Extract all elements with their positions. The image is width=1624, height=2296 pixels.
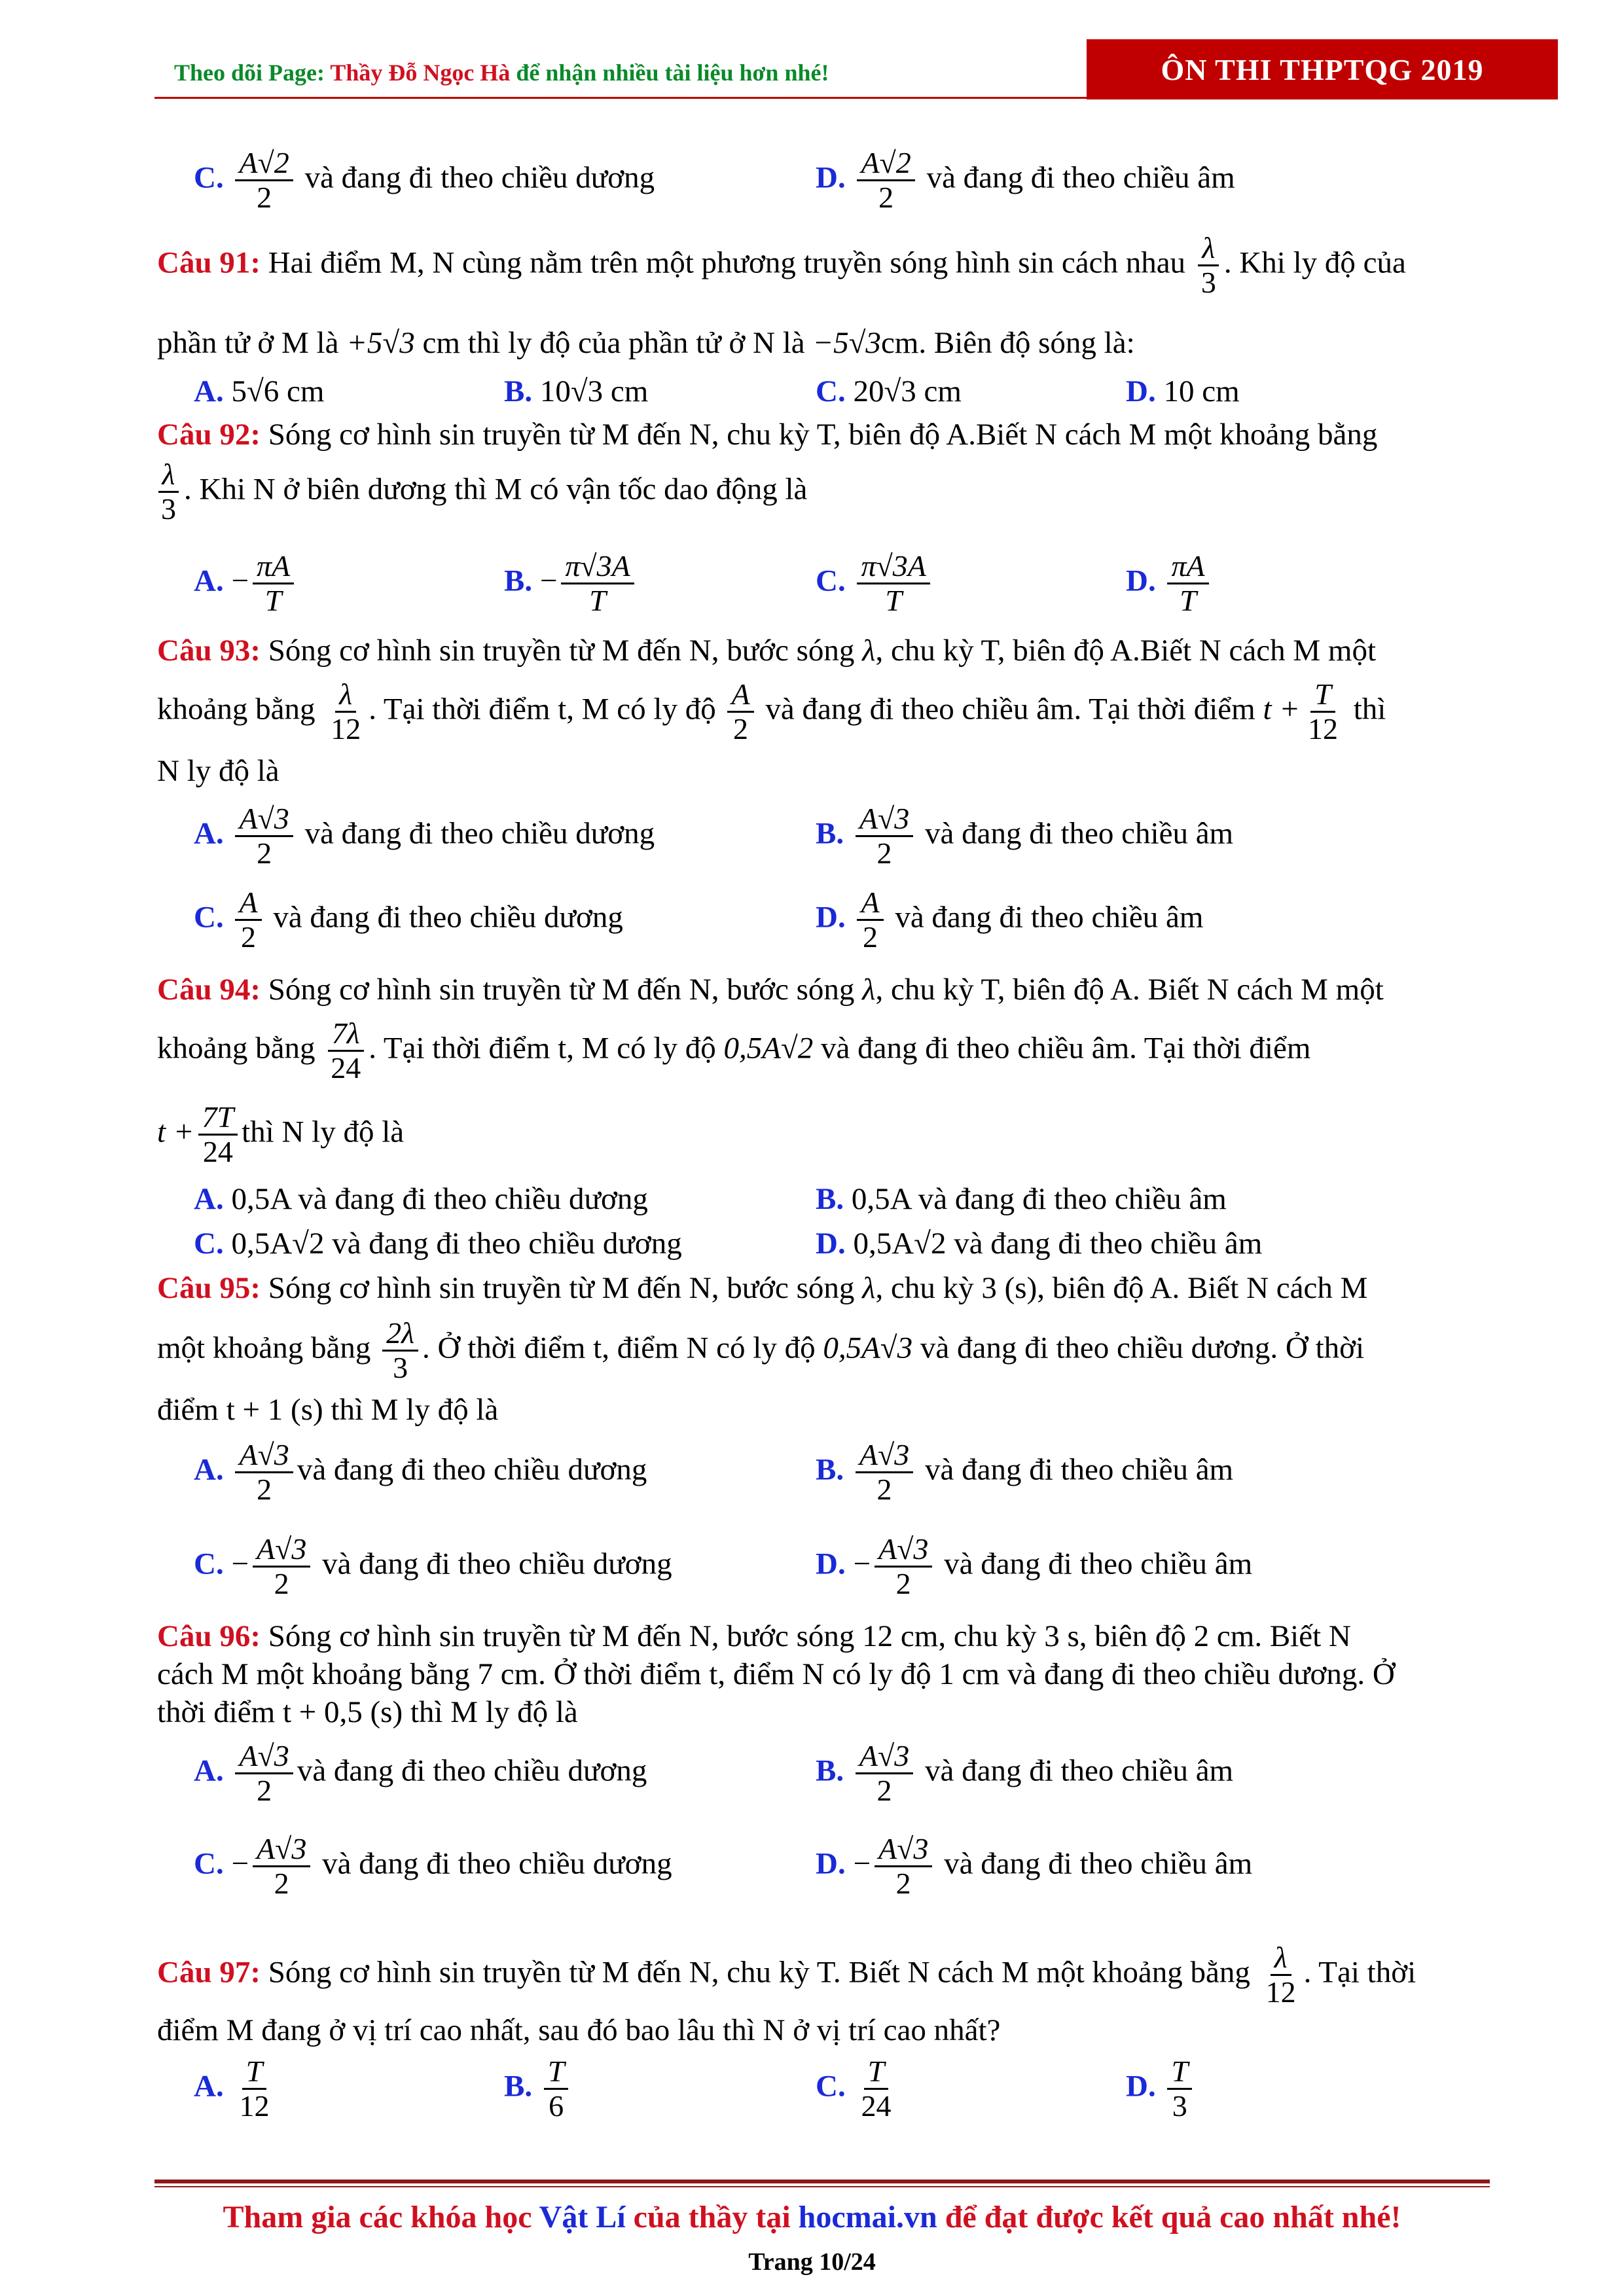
- header-page-note: Theo dõi Page: Thầy Đỗ Ngọc Hà để nhận nhiều tài liệu hơn nhé!: [174, 60, 829, 86]
- fraction: $\frac{A√3}{2}$: [253, 1833, 310, 1900]
- fraction: $\frac{T}{12}$: [1308, 677, 1338, 745]
- prev-option-d: D. $\frac{A√2}{2}$ và đang đi theo chiều âm: [816, 146, 1235, 214]
- question-96-line1: Câu 96: Sóng cơ hình sin truyền từ M đến N, bước sóng 12 cm, chu kỳ 3 s, biên độ 2 cm. Biết N: [157, 1619, 1351, 1653]
- q92-option-d: D. $\frac{\pi A}{T}$: [1126, 550, 1213, 617]
- fraction: $\frac{\lambda}{3}$: [157, 458, 180, 526]
- fraction: $\frac{\lambda}{3}$: [1197, 232, 1220, 299]
- footer-rule-thin: [154, 2186, 1490, 2187]
- prev-option-c: C. $\frac{A√2}{2}$ và đang đi theo chiều dương: [194, 146, 655, 214]
- question-96-line2: cách M một khoảng bằng 7 cm. Ở thời điểm t, điểm N có ly độ 1 cm và đang đi theo chiều dương. Ở: [157, 1657, 1395, 1691]
- fraction: $\frac{A}{2}$: [727, 678, 753, 745]
- fraction: $\frac{T}{3}$: [1167, 2055, 1192, 2123]
- fraction: $\frac{T}{24}$: [861, 2054, 892, 2123]
- fraction: $\frac{A√3}{2}$: [235, 802, 293, 870]
- question-95-line3: điểm t + 1 (s) thì M ly độ là: [157, 1393, 499, 1427]
- q91-option-b: B. 10√3 cm: [504, 374, 649, 408]
- hocmai-link[interactable]: hocmai.vn: [798, 2200, 937, 2234]
- question-97-line1: Câu 97: Sóng cơ hình sin truyền từ M đến N, chu kỳ T. Biết N cách M một khoảng bằng $\frac{\lambda}{12}$ . Tại thời: [157, 1941, 1416, 2009]
- fraction: $\frac{A√3}{2}$: [856, 1740, 913, 1807]
- q97-option-d: D. $\frac{T}{3}$: [1126, 2055, 1196, 2123]
- fraction: $\frac{\lambda}{12}$: [331, 677, 361, 745]
- q93-option-c: C. $\frac{A}{2}$ và đang đi theo chiều dương: [194, 886, 623, 954]
- q92-option-c: C. $\frac{\pi√3A}{T}$: [816, 550, 934, 617]
- fraction: $\frac{\pi A}{T}$: [253, 550, 294, 617]
- question-92-line1: Câu 92: Sóng cơ hình sin truyền từ M đến N, chu kỳ T, biên độ A.Biết N cách M một khoảng bằng: [157, 418, 1378, 452]
- q94-option-c: C. 0,5A√2 và đang đi theo chiều dương: [194, 1227, 682, 1261]
- question-95-line2: một khoảng bằng $\frac{2\lambda}{3}$ . Ở thời điểm t, điểm N có ly độ 0,5A√3 và đang đi theo chiều dương. Ở thời: [157, 1316, 1365, 1384]
- question-93-line1: Câu 93: Sóng cơ hình sin truyền từ M đến N, bước sóng λ, chu kỳ T, biên độ A.Biết N cách M một: [157, 634, 1377, 668]
- fraction: $\frac{A√3}{2}$: [875, 1833, 932, 1900]
- q97-option-c: C. $\frac{T}{24}$: [816, 2055, 899, 2123]
- question-93-line3: N ly độ là: [157, 754, 280, 788]
- q96-option-a: A. $\frac{A√3}{2}$ và đang đi theo chiều dương: [194, 1739, 647, 1807]
- fraction: $\frac{A}{2}$: [857, 886, 883, 954]
- footer-promo: Tham gia các khóa học Vật Lí của thầy tại hocmai.vn để đạt được kết quả cao nhất nhé!: [223, 2200, 1401, 2234]
- q96-option-b: B. $\frac{A√3}{2}$ và đang đi theo chiều âm: [816, 1739, 1234, 1807]
- q97-option-b: B. $\frac{T}{6}$: [504, 2055, 572, 2123]
- q95-option-a: A. $\frac{A√3}{2}$ và đang đi theo chiều dương: [194, 1438, 647, 1506]
- fraction: $\frac{\pi√3A}{T}$: [561, 550, 634, 617]
- q95-option-b: B. $\frac{A√3}{2}$ và đang đi theo chiều âm: [816, 1438, 1234, 1506]
- teacher-name: Thầy Đỗ Ngọc Hà: [330, 60, 511, 86]
- header-exam-badge: ÔN THI THPTQG 2019: [1087, 39, 1558, 99]
- fraction: $\frac{T}{6}$: [544, 2055, 569, 2123]
- question-91-line1: Câu 91: Hai điểm M, N cùng nằm trên một phương truyền sóng hình sin cách nhau $\frac{\lambda}{3}$ . Khi ly độ của: [157, 231, 1406, 299]
- fraction: $\frac{\pi A}{T}$: [1167, 550, 1208, 617]
- question-94-line3: t + $\frac{7T}{24}$ thì N ly độ là: [157, 1100, 405, 1168]
- question-92-line2: $\frac{\lambda}{3}$ . Khi N ở biên dương thì M có vận tốc dao động là: [153, 458, 807, 526]
- question-91-line2: phần tử ở M là +5√3 cm thì ly độ của phần tử ở N là −5√3cm. Biên độ sóng là:: [157, 326, 1135, 360]
- fraction: $\frac{A√3}{2}$: [235, 1439, 293, 1506]
- page-number: Trang 10/24: [748, 2248, 876, 2276]
- q91-option-c: C. 20√3 cm: [816, 374, 962, 408]
- q96-option-d: D. − $\frac{A√3}{2}$ và đang đi theo chiều âm: [816, 1832, 1253, 1900]
- fraction: $\frac{A√3}{2}$: [856, 1439, 913, 1506]
- q91-option-d: D. 10 cm: [1126, 374, 1240, 408]
- fraction: $\frac{7\lambda}{24}$: [327, 1017, 365, 1085]
- fraction: $\frac{A√3}{2}$: [253, 1533, 310, 1600]
- fraction: $\frac{7T}{24}$: [198, 1101, 238, 1168]
- fraction: $\frac{A√3}{2}$: [875, 1533, 932, 1600]
- fraction: $\frac{T}{12}$: [239, 2054, 270, 2123]
- fraction: $\frac{\lambda}{12}$: [1265, 1941, 1296, 2009]
- q92-option-b: B. − $\frac{\pi√3A}{T}$: [504, 550, 638, 617]
- question-94-line2: khoảng bằng $\frac{7\lambda}{24}$ . Tại thời điểm t, M có ly độ 0,5A√2 và đang đi theo chiều âm. Tại thời điểm: [157, 1016, 1311, 1085]
- q91-option-a: A. 5√6 cm: [194, 374, 325, 408]
- q92-option-a: A. − $\frac{\pi A}{T}$: [194, 550, 298, 617]
- question-96-line3: thời điểm t + 0,5 (s) thì M ly độ là: [157, 1695, 578, 1729]
- fraction: $\frac{A√2}{2}$: [235, 147, 293, 214]
- fraction: $\frac{A√3}{2}$: [856, 802, 913, 870]
- q94-option-d: D. 0,5A√2 và đang đi theo chiều âm: [816, 1227, 1263, 1261]
- question-95-line1: Câu 95: Sóng cơ hình sin truyền từ M đến N, bước sóng λ, chu kỳ 3 (s), biên độ A. Biết N cách M: [157, 1271, 1368, 1305]
- fraction: $\frac{A}{2}$: [235, 886, 261, 954]
- question-97-line2: điểm M đang ở vị trí cao nhất, sau đó bao lâu thì N ở vị trí cao nhất?: [157, 2013, 1001, 2047]
- fraction: $\frac{\pi√3A}{T}$: [857, 550, 929, 617]
- q94-option-b: B. 0,5A và đang đi theo chiều âm: [816, 1182, 1227, 1216]
- footer-rule: [154, 2179, 1490, 2183]
- question-94-line1: Câu 94: Sóng cơ hình sin truyền từ M đến N, bước sóng λ, chu kỳ T, biên độ A. Biết N cách M một: [157, 973, 1384, 1007]
- q97-option-a: A. $\frac{T}{12}$: [194, 2055, 277, 2123]
- q93-option-b: B. $\frac{A√3}{2}$ và đang đi theo chiều âm: [816, 802, 1234, 870]
- q94-option-a: A. 0,5A và đang đi theo chiều dương: [194, 1182, 648, 1216]
- fraction: $\frac{2\lambda}{3}$: [382, 1317, 418, 1384]
- q93-option-d: D. $\frac{A}{2}$ và đang đi theo chiều âm: [816, 886, 1204, 954]
- fraction: $\frac{A√3}{2}$: [235, 1740, 293, 1807]
- q95-option-d: D. − $\frac{A√3}{2}$ và đang đi theo chiều âm: [816, 1532, 1253, 1600]
- fraction: $\frac{A√2}{2}$: [857, 147, 914, 214]
- q95-option-c: C. − $\frac{A√3}{2}$ và đang đi theo chiều dương: [194, 1532, 672, 1600]
- q96-option-c: C. − $\frac{A√3}{2}$ và đang đi theo chiều dương: [194, 1832, 672, 1900]
- q93-option-a: A. $\frac{A√3}{2}$ và đang đi theo chiều dương: [194, 802, 655, 870]
- question-93-line2: khoảng bằng $\frac{\lambda}{12}$ . Tại thời điểm t, M có ly độ $\frac{A}{2}$ và đang đi theo chiều âm. Tại thời điểm t + $\frac{T}{12}$ thì: [157, 677, 1386, 745]
